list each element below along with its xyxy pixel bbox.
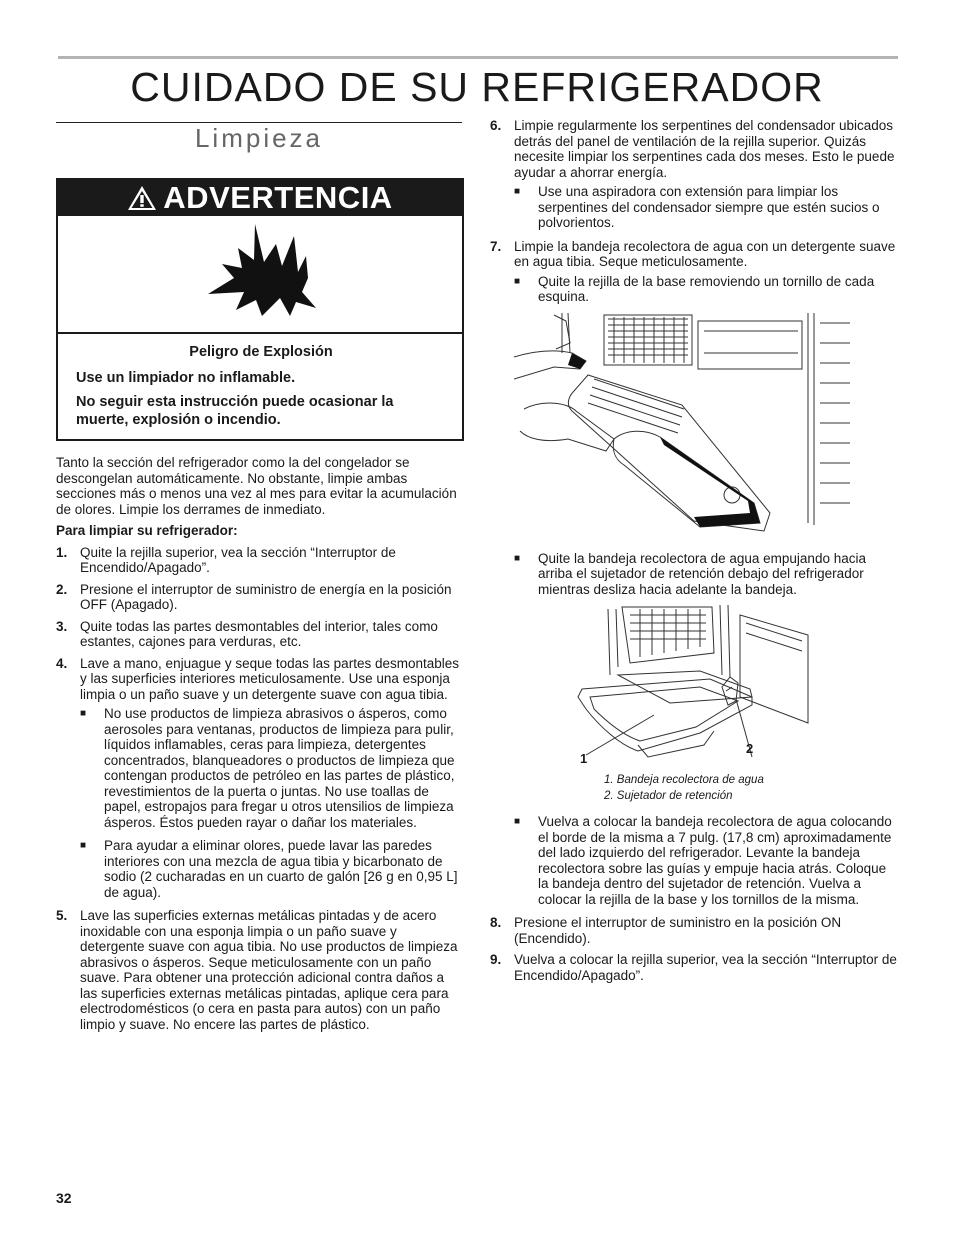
step-8: [490, 915, 898, 946]
hazard-label: Peligro de Explosión: [189, 344, 333, 360]
callout-1: 1: [580, 751, 588, 766]
callout-2: 2: [746, 741, 754, 756]
step-number: 1.: [56, 544, 68, 560]
warning-text: [58, 334, 462, 439]
step-number: 5.: [56, 908, 68, 923]
bullet-square-icon: ■: [514, 186, 521, 197]
step-5: [56, 908, 462, 1032]
bullet-text: Quite la rejilla de la base removiendo un tornillo de cada esquina.: [538, 273, 875, 304]
step-text: Vuelva a colocar la rejilla superior, vea la sección “Interruptor de Encendido/Apagado”.: [514, 952, 897, 983]
warning-triangle-icon: [127, 185, 157, 211]
bullet-item: [514, 274, 898, 305]
step-text: Lave las superficies externas metálicas pintadas y de acero inoxidable con una esponja limpia o un paño suave y detergente suave con agua tibia. No use productos de limpieza abrasivos o ásperos. Seque meticulosamente con un paño suave. Para obtener una protección adicional contra daños a las superficies externas metálicas pintadas, aplique cera para electrodomésticos (o cera en pasta para autos) con un paño limpio y suave. No encere las partes de plástico.: [80, 908, 458, 1032]
warning-instruction: Use un limpiador no inflamable.: [76, 370, 296, 386]
bullet-square-icon: ■: [80, 708, 87, 719]
bullet-text: Quite la bandeja recolectora de agua empujando hacia arriba el sujetador de retención debajo del refrigerador mientras desliza hacia adelante la bandeja.: [538, 550, 866, 597]
bullet-square-icon: ■: [514, 816, 521, 827]
warning-header: [58, 180, 462, 216]
intro-paragraph: Tanto la sección del refrigerador como la del congelador se descongelan automáticamente. No obstante, limpie ambas secciones más o menos una vez al mes para evitar la acumulación de olores. Limpie los derrames de inmediato.: [56, 455, 457, 517]
bullet-square-icon: ■: [80, 840, 87, 851]
bullet-item: [514, 551, 898, 598]
bullet-text: No use productos de limpieza abrasivos o ásperos, como aerosoles para ventanas, productos de limpieza para pulir, líquidos inflamables, ceras para limpieza, detergentes concentrados, blanqueadores o productos de limpieza que contengan productos de petróleo en las partes de plástico, revestimientos de la puerta o juntas. No use toallas de papel, estropajos para fregar u otros utensilios de limpieza ásperos. Éstos pueden rayar o dañar los materiales.: [104, 706, 455, 830]
subheading: Para limpiar su refrigerador:: [56, 523, 238, 538]
step-text: Quite todas las partes desmontables del interior, tales como estantes, cajones para verduras, etc.: [80, 618, 438, 649]
step-number: 8.: [490, 915, 502, 930]
bullet-text: Use una aspiradora con extensión para limpiar los serpentines del condensador siempre que estén sucios o polvorientos.: [538, 184, 880, 230]
bullet-square-icon: ■: [514, 552, 521, 564]
bullet-item: [514, 814, 898, 907]
step-number: 3.: [56, 618, 68, 634]
section-title: Limpieza: [194, 123, 324, 153]
right-column: [490, 118, 898, 989]
step-text: Lave a mano, enjuague y seque todas las partes desmontables y las superficies interiores meticulosamente. Use una esponja limpia o un paño suave y un detergente suave con agua tibia.: [80, 655, 460, 702]
step-1: [56, 545, 462, 576]
warning-label: ADVERTENCIA: [163, 180, 393, 216]
step-text: Quite la rejilla superior, vea la sección “Interruptor de Encendido/Apagado”.: [80, 544, 396, 575]
step-number: 2.: [56, 581, 68, 597]
bullet-text: Para ayudar a eliminar olores, puede lavar las paredes interiores con una mezcla de agua tibia y bicarbonato de sodio (2 cucharadas en un cuarto de galón [26 g en 0,95 L] de agua).: [104, 838, 458, 900]
drain-pan-drawing: [490, 605, 898, 773]
warning-consequence: No seguir esta instrucción puede ocasionar la muerte, explosión o incendio.: [76, 394, 394, 428]
figure-caption-1: 1. Bandeja recolectora de agua: [604, 774, 764, 786]
header-rule: [58, 56, 898, 59]
figure-caption-2: 2. Sujetador de retención: [604, 789, 733, 802]
grille-removal-illustration: [514, 313, 898, 545]
step-number: 7.: [490, 238, 502, 254]
page-number: 32: [56, 1190, 72, 1206]
bullet-item: [80, 838, 462, 900]
step-7-bullets: [514, 274, 898, 908]
step-2: [56, 582, 462, 613]
bullet-item: [514, 184, 898, 231]
drain-pan-illustration: [490, 605, 898, 773]
step-3: [56, 619, 462, 650]
base-grille-illustration: [514, 313, 898, 545]
step-4-bullets: [80, 706, 462, 900]
step-6-bullets: [514, 184, 898, 231]
step-4: [56, 656, 462, 703]
step-text: Presione el interruptor de suministro en la posición ON (Encendido).: [514, 915, 842, 946]
bullet-text: Vuelva a colocar la bandeja recolectora de agua colocando el borde de la misma a 7 pulg. (17,8 cm) aproximadamente del lado izquierdo del refrigerador. Levante la bandeja recolectora sobre las guías y empuje hacia atrás. Coloque la bandeja dentro del sujetador de retención. Vuelva a colocar la rejilla de la base y los tornillos de la misma.: [538, 814, 892, 907]
step-number: 4.: [56, 655, 68, 671]
left-column: [56, 122, 462, 1038]
step-7: [490, 239, 898, 270]
bullet-item: [80, 706, 462, 830]
explosion-icon: [58, 216, 462, 332]
step-9: [490, 952, 898, 983]
warning-pictogram: [58, 216, 462, 334]
page-title: CUIDADO DE SU REFRIGERADOR: [130, 64, 824, 110]
warning-box: [56, 178, 464, 441]
step-text: Limpie la bandeja recolectora de agua con un detergente suave en agua tibia. Seque meticulosamente.: [514, 238, 896, 269]
step-text: Limpie regularmente los serpentines del condensador ubicados detrás del panel de ventilación de la rejilla superior. Quizás necesite limpiar los serpentines cada dos meses. Esto le puede ayudar a ahorrar energía.: [514, 118, 895, 180]
bullet-square-icon: ■: [514, 275, 521, 287]
step-number: 9.: [490, 952, 502, 967]
step-number: 6.: [490, 118, 502, 133]
step-text: Presione el interruptor de suministro de energía en la posición OFF (Apagado).: [80, 581, 452, 612]
step-6: [490, 118, 898, 180]
